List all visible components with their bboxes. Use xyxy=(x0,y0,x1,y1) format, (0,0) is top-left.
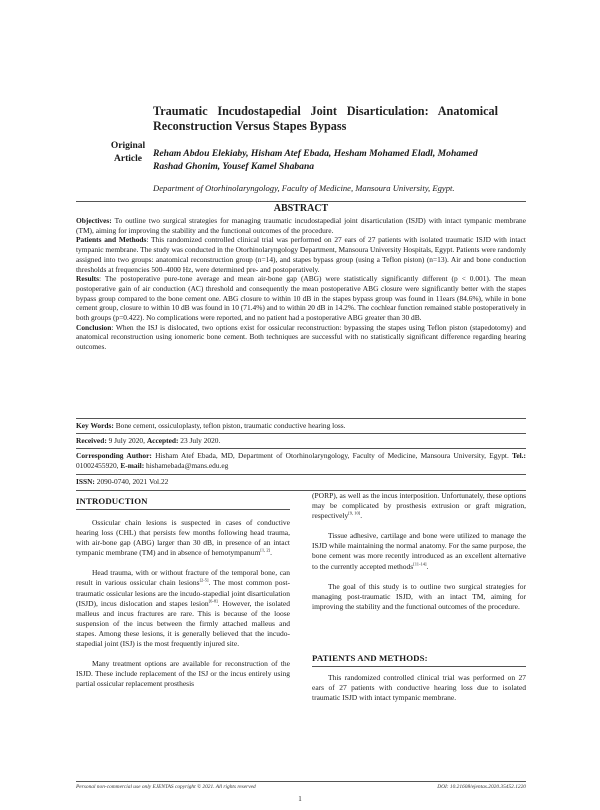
right-column xyxy=(312,491,526,622)
accepted-label: Accepted: xyxy=(146,436,179,445)
intro-p2a-text: Head trauma, with or without fracture of the temporal bone, can result in various ossicular chain lesions xyxy=(76,568,290,588)
author-list: Reham Abdou Elekiaby, Hisham Atef Ebada, Hesham Mohamed Eladl, Mohamed Rashad Ghonim, Yousef Kamel Shabana xyxy=(153,148,478,172)
abstract-top-rule xyxy=(76,201,526,202)
issn-text: 2090-0740, 2021 Vol.22 xyxy=(94,477,169,486)
corresponding-author xyxy=(76,451,526,470)
introduction-underline xyxy=(76,509,290,510)
intro-paragraph-3: Many treatment options are available for reconstruction of the ISJD. These include replacement of the ISJ or the incus entirely using partial ossicular replacement prosthesis xyxy=(76,659,290,689)
keywords-text: Bone cement, ossiculoplasty, teflon piston, traumatic conductive hearing loss. xyxy=(113,421,346,430)
intro-p2c-text: . However, the isolated malleus and incus fractures are rare. This is because of the loose suspension of the incus between the firmly attached malleus and stapes. Among these lesions, it is generally believed that the incudo-stapedial joint (ISJ) is the most frequently injured site. xyxy=(76,598,290,649)
abstract-divider-4 xyxy=(76,474,526,475)
citation: [6-8] xyxy=(208,598,218,604)
footer-doi: DOI: 10.21608/ejentas.2020.35452.1220 xyxy=(437,784,526,790)
tel-label: Tel.: xyxy=(512,451,526,460)
left-column xyxy=(76,518,290,699)
abstract-divider-2 xyxy=(76,433,526,434)
citation: [1, 2] xyxy=(260,547,271,553)
keywords-line xyxy=(76,421,526,431)
received-label: Received: xyxy=(76,436,107,445)
corresponding-label: Corresponding Author: xyxy=(76,451,152,460)
intro-p2b-text: . The most common post-traumatic ossicular lesions are the incudo-stapedial joint disarticulation (ISJD), incus dislocation and stapes lesion xyxy=(76,578,290,608)
methods-text: : This randomized controlled clinical trial was performed on 27 ears of 27 patients with isolated traumatic ISJD with intact tympanic membrane. The study was conducted in the Otorhinolaryngology Department, Mansoura University Hospitals, Egypt. Patients were randomly assigned into two groups: anatomical reconstruction group (n=14), and stapes bypass group (using a Teflon piston) (n=13). Air and bone conduction thresholds at frequencies 500–4000 Hz, were determined pre- and postoperatively. xyxy=(76,235,526,274)
methods-paragraph-1: This randomized controlled clinical trial was performed on 27 ears of 27 patients with conductive hearing loss due to isolated traumatic ISJD with intact tympanic membrane. xyxy=(312,673,526,703)
citation: [9, 10] xyxy=(348,510,361,516)
dates-line xyxy=(76,436,526,446)
footer-copyright: Personal non-commercial use only EJENTAS copyright © 2021. All rights reserved xyxy=(76,784,256,790)
intro-p1-text: Ossicular chain lesions is suspected in cases of conductive hearing loss (CHL) that persists few months following head trauma, with air-bone gap (ABG) larger than 30 dB, in presence of an intact tympanic membrane (TM) and in absence of hemotympanum xyxy=(76,518,290,558)
intro-paragraph-1: Ossicular chain lesions is suspected in cases of conductive hearing loss (CHL) that persists few months following head trauma, with air-bone gap (ABG) larger than 30 dB, in presence of an intact tympanic membrane (TM) and in absence of hemotympanum[1, 2]. xyxy=(76,518,290,558)
results-text: : The postoperative pure-tone average and mean air-bone gap (ABG) were statistically significantly different (p < 0.001). The mean postoperative gain of air conduction (AC) threshold and consequently the mean postoperative ABG closure were significantly better with the stapes bypass group compared to the bone cement one. ABG closure to within 10 dB in the stapes bypass group was found in 11ears (84.6%), while in bone cement group, closure to within 10 dB was found in 10 (71.4%) and to within 20 dB in 14.2%. The cochlear function remained stable postoperatively in both groups (p=0.422). No complications were reported, and no patient had a postoperative ABG greater than 30 dB. xyxy=(76,274,526,323)
paper-title: Traumatic Incudostapedial Joint Disarticulation: Anatomical Reconstruction Versus Stapes Bypass xyxy=(153,104,498,133)
keywords-label: Key Words: xyxy=(76,421,114,430)
email-label: E-mail: xyxy=(120,460,145,470)
abstract-conclusion xyxy=(76,323,526,352)
results-label: Results xyxy=(76,274,99,284)
accepted-date: 23 July 2020. xyxy=(178,436,221,445)
issn-line xyxy=(76,477,526,487)
affiliation: Department of Otorhinolaryngology, Faculty of Medicine, Mansoura University, Egypt. xyxy=(153,183,455,193)
conclusion-text: : When the ISJ is dislocated, two options exist for ossicular reconstruction: bypassing the stapes using Teflon piston (stapedotomy) and anatomical reconstruction using ionomeric bone cement. Both techniques are successful with no statistically significant difference regarding hearing outcomes. xyxy=(76,322,526,352)
introduction-heading: INTRODUCTION xyxy=(76,496,148,506)
abstract-body xyxy=(76,216,526,352)
abstract-heading: ABSTRACT xyxy=(273,203,329,214)
intro-paragraph-6: The goal of this study is to outline two surgical strategies for managing post-traumatic ISJD, with an intact TM, aiming for improving the stability and the functional outcomes of the procedure. xyxy=(312,581,526,611)
intro-paragraph-4: (PORP), as well as the incus interposition. Unfortunately, these options may be complicated by prosthesis extrusion or graft migration, respectively[9, 10]. xyxy=(312,491,526,521)
objectives-text: To outline two surgical strategies for managing traumatic incudostapedial joint disarticulation (ISJD) with intact tympanic membrane (TM), aiming for improving the stability and the functional outcomes of the procedure. xyxy=(76,216,526,235)
methods-heading: PATIENTS AND METHODS: xyxy=(312,653,428,663)
methods-column xyxy=(312,673,526,713)
footer xyxy=(76,784,526,790)
citation: [2-5] xyxy=(199,577,209,583)
intro-paragraph-2 xyxy=(76,568,290,649)
tel-number: 01002455920, xyxy=(76,460,121,470)
intro-p5-text: Tissue adhesive, cartilage and bone were utilized to manage the ISJD while maintaining the normal anatomy. For the same purpose, the bone cement was more recently introduced as an excellent alternative to the currently accepted methods xyxy=(312,531,526,571)
methods-underline xyxy=(312,666,526,667)
abstract-objectives xyxy=(76,216,526,235)
objectives-label: Objectives: xyxy=(76,216,112,225)
article-type-label: Original Article xyxy=(110,141,146,164)
abstract-methods xyxy=(76,235,526,274)
received-date: 9 July 2020, xyxy=(106,436,147,445)
email-address[interactable]: hishamebada@mans.edu.eg xyxy=(144,460,229,470)
conclusion-label: Conclusion xyxy=(76,322,112,332)
corresponding-text: Hisham Atef Ebada, MD, Department of Otorhinolaryngology, Faculty of Medicine, Mansoura University, Egypt. xyxy=(151,451,509,460)
intro-p4-text: (PORP), as well as the incus interposition. Unfortunately, these options may be complicated by prosthesis extrusion or graft migration, respectively xyxy=(312,491,526,521)
abstract-divider-1 xyxy=(76,418,526,419)
abstract-results xyxy=(76,274,526,323)
abstract-divider-3 xyxy=(76,448,526,449)
page-number: 1 xyxy=(298,795,302,803)
footer-rule xyxy=(76,781,526,782)
issn-label: ISSN: xyxy=(76,477,95,486)
citation: [11-14] xyxy=(413,561,427,567)
intro-paragraph-5: Tissue adhesive, cartilage and bone were utilized to manage the ISJD while maintaining the normal anatomy. For the same purpose, the bone cement was more recently introduced as an excellent alternative to the currently accepted methods[11-14]. xyxy=(312,531,526,571)
methods-label: Patients and Methods xyxy=(76,235,147,245)
